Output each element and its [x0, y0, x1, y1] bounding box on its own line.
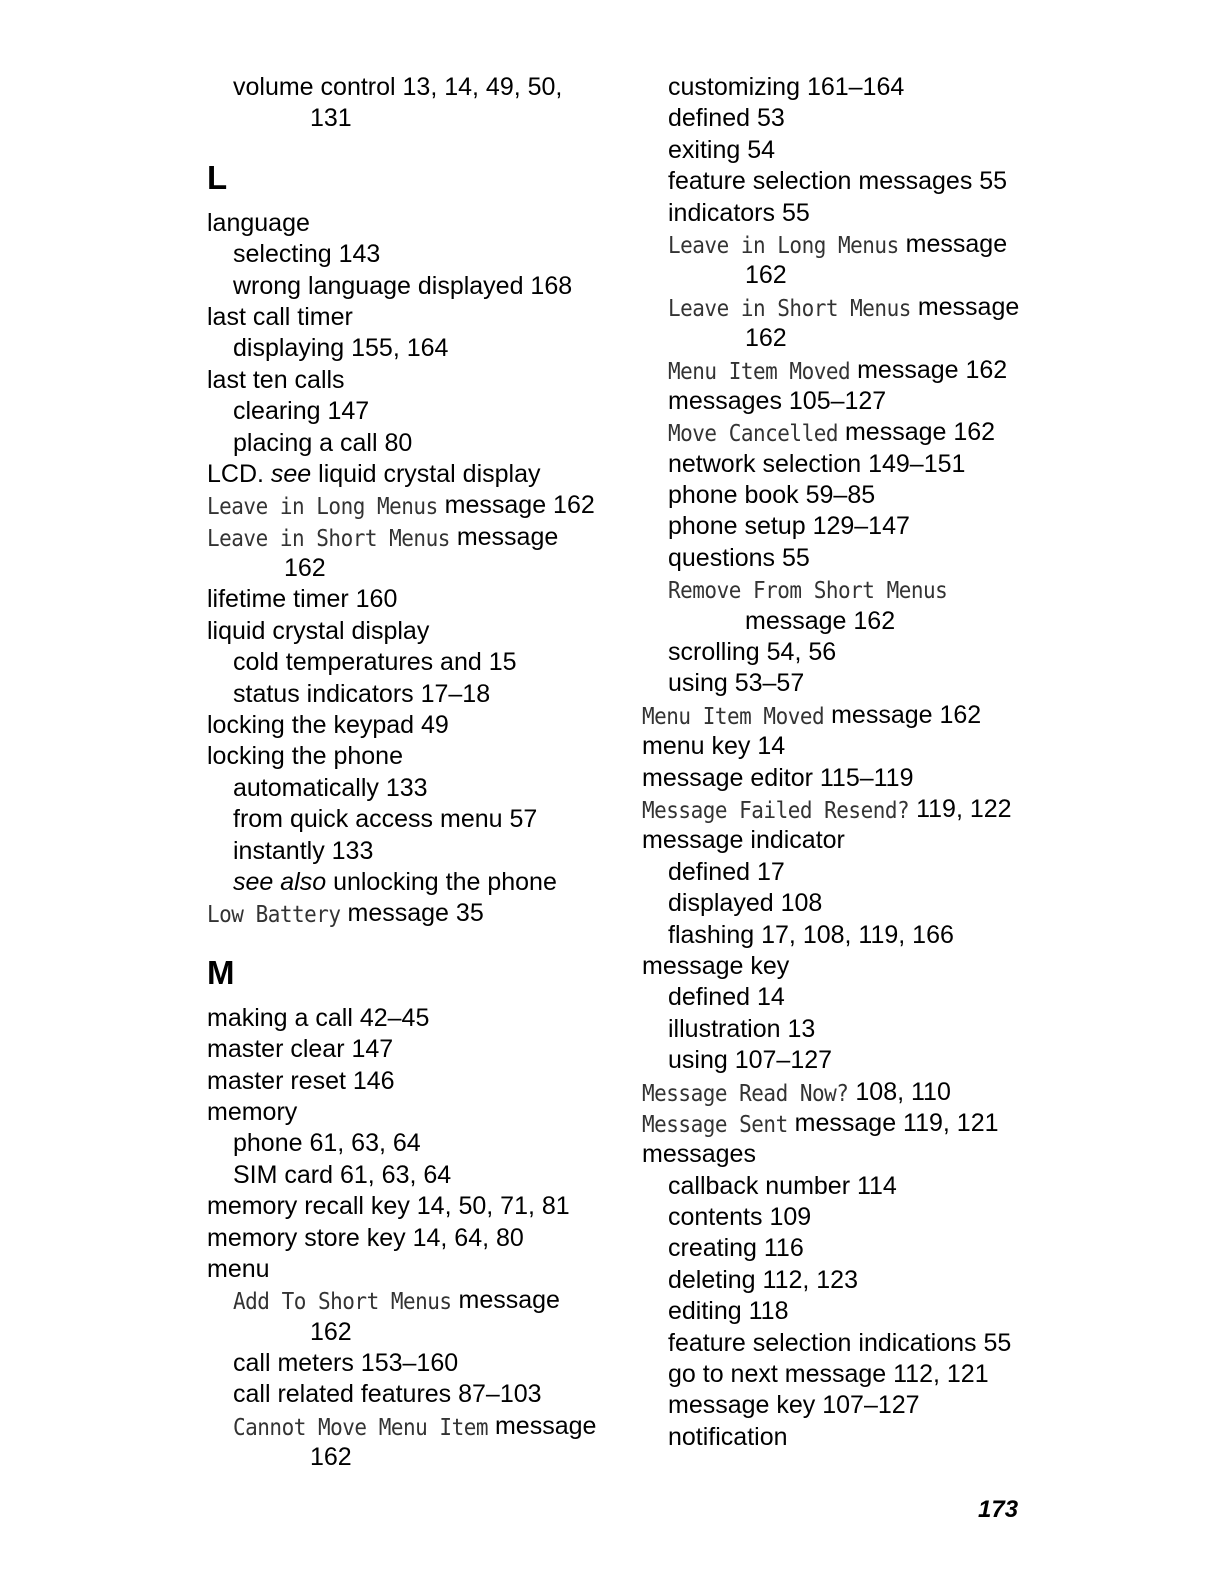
index-subentry — [207, 72, 627, 103]
index-subentry — [207, 1160, 627, 1191]
index-subentry — [642, 1359, 1162, 1390]
entry-text: deleting 112, 123 — [668, 1265, 858, 1294]
index-entry — [207, 584, 627, 615]
entry-text: message key — [642, 951, 790, 980]
index-subentry — [207, 773, 627, 804]
entry-text: defined 17 — [668, 857, 785, 886]
section-letter: M — [207, 953, 235, 991]
entry-text: 119, 122 — [909, 794, 1012, 823]
entry-text: creating 116 — [668, 1234, 804, 1263]
index-subentry — [642, 135, 1162, 166]
entry-text: 162 — [310, 1443, 352, 1472]
entry-text: 162 — [310, 1317, 352, 1346]
index-subentry — [207, 239, 627, 270]
index-subentry — [207, 428, 627, 459]
entry-text: message — [488, 1411, 597, 1440]
entry-text: exiting 54 — [668, 135, 776, 164]
entry-text: cold temperatures and 15 — [233, 648, 517, 677]
index-subentry — [207, 867, 627, 898]
index-entry — [207, 1034, 627, 1065]
entry-text: message 162 — [824, 700, 982, 729]
index-entry — [207, 302, 627, 333]
index-subentry — [642, 72, 1162, 103]
entry-text: message 162 — [745, 606, 896, 635]
entry-text: making a call 42–45 — [207, 1003, 430, 1032]
index-subentry — [642, 982, 1162, 1013]
index-subentry — [642, 637, 1162, 668]
index-subentry — [642, 574, 1162, 605]
entry-text: LCD. — [207, 459, 271, 488]
entry-text: feature selection indications 55 — [668, 1328, 1012, 1357]
entry-text: menu — [207, 1254, 270, 1283]
entry-text: message 162 — [437, 491, 595, 520]
index-subentry — [207, 271, 627, 302]
index-subentry — [642, 511, 1162, 542]
entry-text: editing 118 — [668, 1297, 789, 1326]
section-letter: L — [207, 158, 228, 196]
entry-text: 162 — [745, 324, 787, 353]
entry-text: indicators 55 — [668, 198, 810, 227]
entry-text: 162 — [745, 261, 787, 290]
entry-text: displayed 108 — [668, 889, 823, 918]
index-subentry — [207, 647, 627, 678]
lcd-text: Leave in Short Menus — [668, 294, 911, 322]
entry-text: defined 14 — [668, 983, 785, 1012]
entry-text: master reset 146 — [207, 1066, 395, 1095]
lcd-text: Leave in Long Menus — [207, 492, 438, 520]
index-entry-continuation — [642, 606, 1162, 637]
index-subentry — [642, 103, 1162, 134]
index-subentry — [642, 1171, 1162, 1202]
index-subentry — [207, 1128, 627, 1159]
entry-text: placing a call 80 — [233, 428, 413, 457]
index-entry — [207, 898, 627, 929]
entry-text: displaying 155, 164 — [233, 334, 449, 363]
entry-text: 108, 110 — [848, 1077, 951, 1106]
entry-text: clearing 147 — [233, 397, 370, 426]
index-subentry — [642, 198, 1162, 229]
entry-text: flashing 17, 108, 119, 166 — [668, 920, 954, 949]
index-subentry — [642, 1014, 1162, 1045]
index-subentry — [642, 888, 1162, 919]
index-subentry — [642, 920, 1162, 951]
lcd-text: Leave in Short Menus — [207, 524, 450, 552]
index-entry — [207, 741, 627, 772]
index-entry — [207, 710, 627, 741]
entry-text: wrong language displayed 168 — [233, 271, 573, 300]
entry-text: 131 — [310, 104, 352, 133]
entry-text: memory — [207, 1097, 298, 1126]
lcd-text: Message Read Now? — [642, 1078, 849, 1106]
index-entry — [642, 763, 1162, 794]
italic-text: see — [270, 459, 312, 488]
lcd-text: Menu Item Moved — [668, 356, 851, 384]
index-subentry — [642, 543, 1162, 574]
index-subentry — [642, 857, 1162, 888]
entry-text: scrolling 54, 56 — [668, 638, 837, 667]
index-subentry — [642, 229, 1162, 260]
index-entry — [642, 951, 1162, 982]
index-entry — [642, 731, 1162, 762]
index-entry — [207, 616, 627, 647]
index-entry-continuation — [642, 260, 1162, 291]
entry-text: from quick access menu 57 — [233, 805, 538, 834]
index-subentry — [642, 1328, 1162, 1359]
index-entry — [642, 1139, 1162, 1170]
page-number: 173 — [978, 1496, 1019, 1523]
entry-text: memory recall key 14, 50, 71, 81 — [207, 1192, 570, 1221]
index-subentry — [642, 292, 1162, 323]
lcd-text: Message Sent — [642, 1110, 788, 1138]
entry-text: defined 53 — [668, 104, 785, 133]
entry-text: instantly 133 — [233, 836, 374, 865]
entry-text: message — [910, 292, 1020, 321]
entry-text: message — [451, 1286, 560, 1315]
entry-text: customizing 161–164 — [668, 73, 905, 101]
lcd-text: Move Cancelled — [668, 419, 839, 447]
entry-text: volume control 13, 14, 49, 50, — [233, 73, 563, 101]
lcd-text: Cannot Move Menu Item — [233, 1413, 489, 1441]
index-subentry — [642, 1233, 1162, 1264]
index-entry — [207, 490, 627, 521]
entry-text: last call timer — [207, 302, 353, 331]
index-subentry — [207, 804, 627, 835]
index-subentry — [642, 166, 1162, 197]
index-column-left — [207, 72, 627, 1474]
entry-text: language — [207, 208, 310, 237]
entry-text: callback number 114 — [668, 1171, 897, 1200]
index-entry — [207, 208, 627, 239]
index-subentry — [642, 449, 1162, 480]
lcd-text: Remove From Short Menus — [668, 576, 948, 604]
entry-text: network selection 149–151 — [668, 449, 966, 478]
entry-text: illustration 13 — [668, 1014, 816, 1043]
entry-text: questions 55 — [668, 543, 810, 572]
entry-text: locking the phone — [207, 742, 403, 771]
index-entry-continuation — [642, 323, 1162, 354]
entry-text: automatically 133 — [233, 773, 428, 802]
entry-text: liquid crystal display — [311, 459, 541, 488]
entry-text: master clear 147 — [207, 1035, 394, 1064]
entry-text: message — [449, 522, 559, 551]
index-subentry — [642, 417, 1162, 448]
index-subentry — [642, 1422, 1162, 1453]
entry-text: call related features 87–103 — [233, 1380, 542, 1409]
index-entry — [207, 459, 627, 490]
entry-text: liquid crystal display — [207, 616, 430, 645]
index-entry — [207, 1254, 627, 1285]
index-entry — [207, 1223, 627, 1254]
index-subentry — [642, 1202, 1162, 1233]
entry-text: message editor 115–119 — [642, 763, 914, 792]
entry-text: message key 107–127 — [668, 1391, 920, 1420]
lcd-text: Menu Item Moved — [642, 702, 825, 730]
entry-text: unlocking the phone — [326, 867, 557, 896]
entry-text: phone 61, 63, 64 — [233, 1129, 421, 1158]
index-entry-continuation — [207, 103, 627, 134]
index-entry — [207, 1066, 627, 1097]
index-subentry — [207, 396, 627, 427]
entry-text: locking the keypad 49 — [207, 711, 449, 740]
index-entry — [207, 1097, 627, 1128]
index-subentry — [642, 386, 1162, 417]
entry-text: menu key 14 — [642, 732, 786, 761]
index-entry — [642, 794, 1162, 825]
entry-text: notification — [668, 1422, 788, 1451]
index-subentry — [207, 1379, 627, 1410]
entry-text: message 35 — [340, 899, 484, 928]
entry-text: phone book 59–85 — [668, 481, 876, 510]
entry-text: message 162 — [850, 355, 1008, 384]
index-entry — [642, 1108, 1162, 1139]
index-subentry — [207, 1285, 627, 1316]
index-subentry — [207, 1411, 627, 1442]
index-subentry — [642, 1045, 1162, 1076]
entry-text: messages 105–127 — [668, 386, 887, 415]
index-subentry — [207, 1348, 627, 1379]
entry-text: memory store key 14, 64, 80 — [207, 1223, 524, 1252]
index-entry — [642, 825, 1162, 856]
index-subentry — [642, 355, 1162, 386]
entry-text: call meters 153–160 — [233, 1349, 459, 1378]
index-subentry — [207, 836, 627, 867]
entry-text: message indicator — [642, 826, 845, 855]
entry-text: message 162 — [838, 418, 996, 447]
index-entry — [207, 365, 627, 396]
italic-text: see also — [233, 867, 327, 896]
entry-text: message 119, 121 — [787, 1108, 999, 1137]
index-entry — [207, 1191, 627, 1222]
lcd-text: Leave in Long Menus — [668, 231, 899, 259]
lcd-text: Low Battery — [207, 900, 341, 928]
index-subentry — [642, 1265, 1162, 1296]
entry-text: using 53–57 — [668, 669, 805, 698]
entry-text: selecting 143 — [233, 240, 381, 269]
index-entry-continuation — [207, 1317, 627, 1348]
entry-text: 162 — [284, 554, 326, 583]
index-entry — [642, 1077, 1162, 1108]
lcd-text: Add To Short Menus — [233, 1287, 452, 1315]
entry-text: contents 109 — [668, 1203, 812, 1232]
entry-text: phone setup 129–147 — [668, 512, 910, 541]
entry-text: lifetime timer 160 — [207, 585, 398, 614]
entry-text: last ten calls — [207, 365, 345, 394]
entry-text: using 107–127 — [668, 1046, 833, 1075]
index-subentry — [642, 668, 1162, 699]
index-subentry — [642, 1296, 1162, 1327]
index-subentry — [642, 480, 1162, 511]
entry-text: message — [898, 229, 1008, 258]
entry-text: go to next message 112, 121 — [668, 1360, 989, 1389]
entry-text: messages — [642, 1140, 756, 1169]
lcd-text: Message Failed Resend? — [642, 796, 910, 824]
index-entry — [207, 1003, 627, 1034]
index-entry — [207, 522, 627, 553]
index-entry-continuation — [207, 553, 627, 584]
index-subentry — [207, 333, 627, 364]
index-subentry — [207, 679, 627, 710]
entry-text: feature selection messages 55 — [668, 167, 1008, 196]
index-column-right — [642, 72, 1162, 1453]
index-entry — [642, 700, 1162, 731]
entry-text: status indicators 17–18 — [233, 679, 491, 708]
entry-text: SIM card 61, 63, 64 — [233, 1160, 452, 1189]
index-entry-continuation — [207, 1442, 627, 1473]
index-subentry — [642, 1390, 1162, 1421]
